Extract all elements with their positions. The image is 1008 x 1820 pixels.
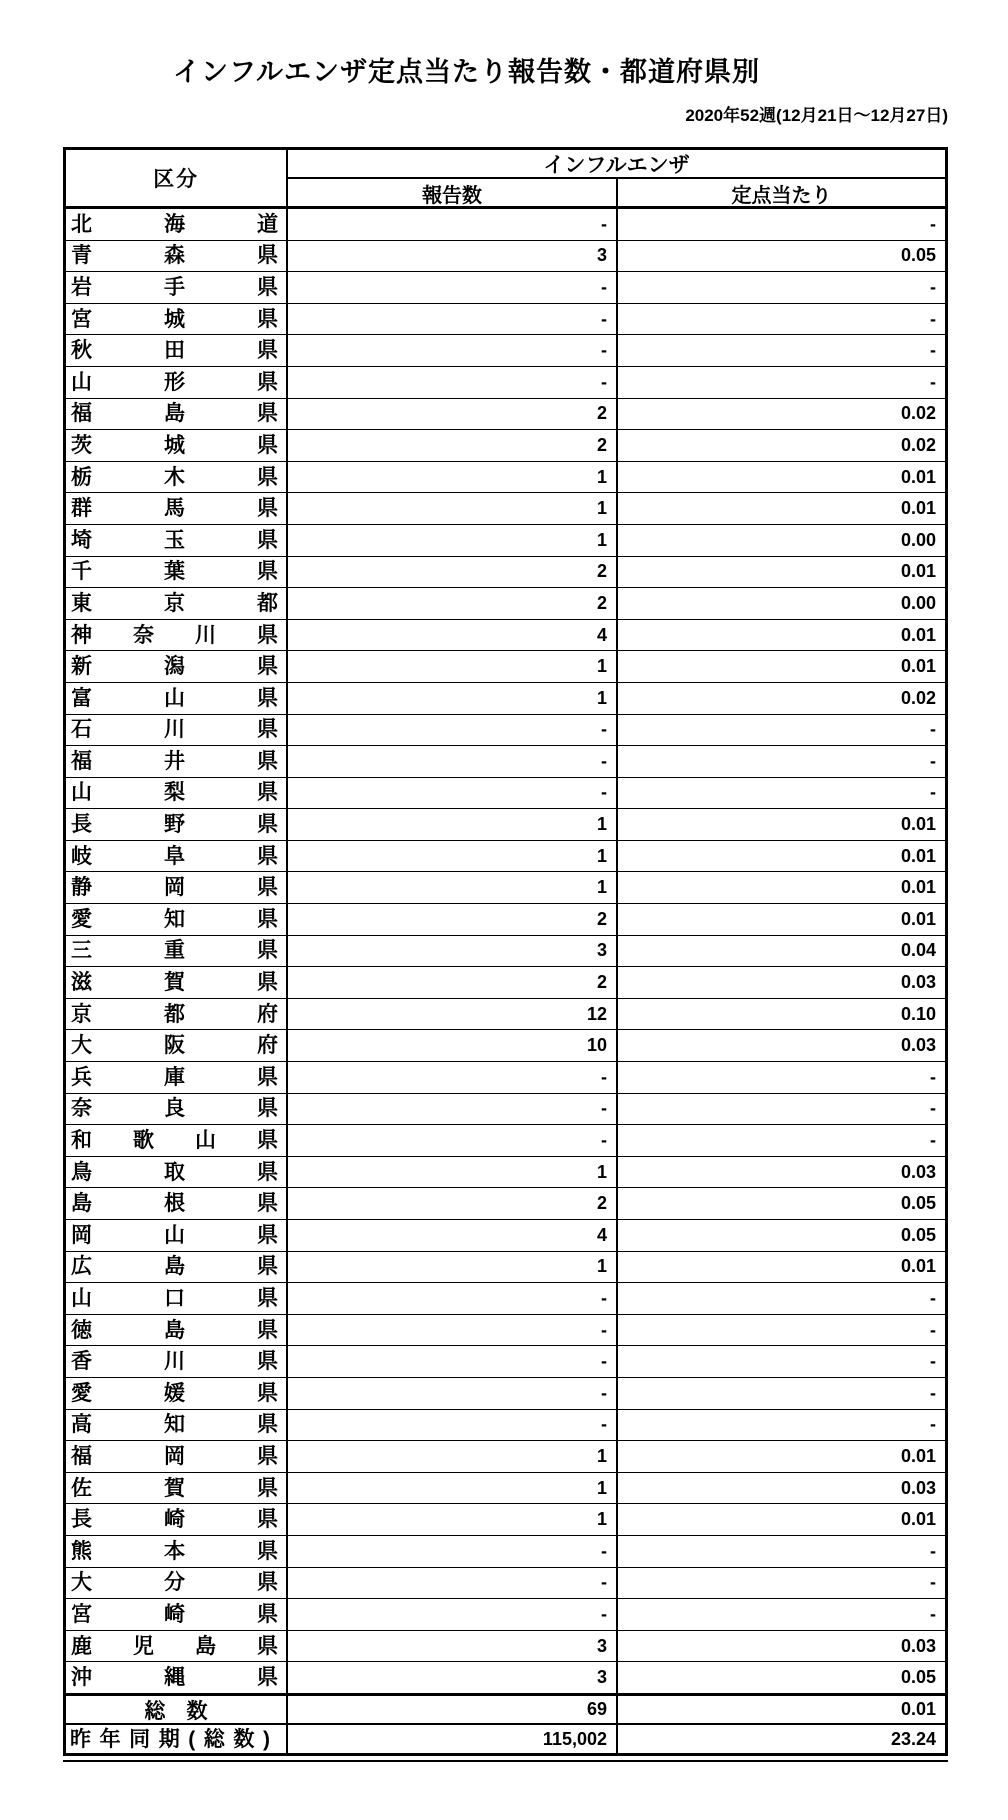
influenza-report-table xyxy=(63,147,948,1756)
reports-value: - xyxy=(288,1536,618,1567)
prefecture-name: 沖 縄 県 xyxy=(66,1662,288,1693)
per-sentinel-value: 0.01 xyxy=(900,466,936,487)
table-row xyxy=(66,366,945,398)
header-category: 区分 xyxy=(66,150,288,206)
per-sentinel-value: - xyxy=(930,340,936,361)
prefecture-name: 長 野 県 xyxy=(66,809,288,840)
per-sentinel-value: 0.05 xyxy=(900,245,936,266)
reports-value: 1 xyxy=(288,1504,618,1535)
prefecture-name: 山 口 県 xyxy=(66,1283,288,1314)
prefecture-name: 福 井 県 xyxy=(66,746,288,777)
table-row xyxy=(66,1314,945,1346)
prefecture-name: 奈 良 県 xyxy=(66,1094,288,1125)
per-sentinel-value: 0.03 xyxy=(900,1635,936,1656)
prefecture-name: 北 海 道 xyxy=(66,209,288,240)
per-sentinel-value: - xyxy=(930,1319,936,1340)
prefecture-name: 愛 媛 県 xyxy=(66,1378,288,1409)
per-sentinel-value: 0.00 xyxy=(900,529,936,550)
reports-value: - xyxy=(288,335,618,366)
table-row xyxy=(66,1409,945,1441)
reports-value: - xyxy=(288,1568,618,1599)
prefecture-name: 茨 城 県 xyxy=(66,430,288,461)
reports-value: 4 xyxy=(288,1220,618,1251)
table-row xyxy=(66,556,945,588)
table-row xyxy=(66,429,945,461)
per-sentinel-value: 0.02 xyxy=(900,687,936,708)
table-row xyxy=(66,1472,945,1504)
prefecture-name: 神 奈 川 県 xyxy=(66,620,288,651)
prefecture-name: 佐 賀 県 xyxy=(66,1473,288,1504)
date-note: 2020年52週(12月21日～12月27日) xyxy=(685,106,948,125)
per-sentinel-value: 0.01 xyxy=(900,624,936,645)
reports-value: - xyxy=(288,367,618,398)
per-sentinel-value: 0.01 xyxy=(900,908,936,929)
prefecture-name: 東 京 都 xyxy=(66,588,288,619)
table-row xyxy=(66,587,945,619)
per-sentinel-value: - xyxy=(930,1603,936,1624)
table-row xyxy=(66,714,945,746)
prefecture-name: 鹿 児 島 県 xyxy=(66,1631,288,1662)
per-sentinel-value: - xyxy=(930,213,936,234)
prefecture-name: 福 島 県 xyxy=(66,399,288,430)
reports-value: 1 xyxy=(288,872,618,903)
previous-year-reports-value: 115,002 xyxy=(288,1725,618,1753)
table-row xyxy=(66,1282,945,1314)
table-row xyxy=(66,745,945,777)
prefecture-name: 静 岡 県 xyxy=(66,872,288,903)
prefecture-name: 栃 木 県 xyxy=(66,462,288,493)
reports-value: - xyxy=(288,1125,618,1156)
reports-value: 1 xyxy=(288,462,618,493)
total-row xyxy=(66,1693,945,1723)
table-row xyxy=(66,1377,945,1409)
reports-value: 1 xyxy=(288,1441,618,1472)
table-row xyxy=(66,1567,945,1599)
table-row xyxy=(66,492,945,524)
table-row xyxy=(66,1219,945,1251)
reports-value: - xyxy=(288,1378,618,1409)
prefecture-name: 秋 田 県 xyxy=(66,335,288,366)
prefecture-name: 新 潟 県 xyxy=(66,651,288,682)
per-sentinel-value: - xyxy=(930,1382,936,1403)
reports-value: 3 xyxy=(288,1631,618,1662)
per-sentinel-value: - xyxy=(930,1572,936,1593)
table-row xyxy=(66,777,945,809)
reports-value: 1 xyxy=(288,493,618,524)
per-sentinel-value: 0.02 xyxy=(900,434,936,455)
header-subcolumns xyxy=(288,179,945,208)
prefecture-name: 千 葉 県 xyxy=(66,557,288,588)
per-sentinel-value: - xyxy=(930,1066,936,1087)
table-row xyxy=(66,209,945,240)
reports-value: 2 xyxy=(288,967,618,998)
per-sentinel-value: - xyxy=(930,1098,936,1119)
table-row xyxy=(66,903,945,935)
prefecture-name: 滋 賀 県 xyxy=(66,967,288,998)
prefecture-name: 岩 手 県 xyxy=(66,272,288,303)
table-row xyxy=(66,619,945,651)
table-row xyxy=(66,1503,945,1535)
table-row xyxy=(66,1661,945,1693)
per-sentinel-value: - xyxy=(930,1351,936,1372)
prefecture-name: 埼 玉 県 xyxy=(66,525,288,556)
reports-value: - xyxy=(288,209,618,240)
prefecture-name: 山 形 県 xyxy=(66,367,288,398)
prefecture-name: 群 馬 県 xyxy=(66,493,288,524)
header-right-group xyxy=(288,150,945,206)
total-reports-value: 69 xyxy=(288,1696,618,1723)
prefecture-name: 熊 本 県 xyxy=(66,1536,288,1567)
prefecture-name: 岡 山 県 xyxy=(66,1220,288,1251)
table-row xyxy=(66,1535,945,1567)
previous-year-per-sentinel-value: 23.24 xyxy=(890,1728,936,1749)
table-row xyxy=(66,461,945,493)
previous-year-row xyxy=(66,1723,945,1753)
prefecture-name: 広 島 県 xyxy=(66,1252,288,1283)
per-sentinel-value: - xyxy=(930,371,936,392)
per-sentinel-value: - xyxy=(930,308,936,329)
prefecture-name: 和 歌 山 県 xyxy=(66,1125,288,1156)
per-sentinel-value: - xyxy=(930,719,936,740)
prefecture-name: 長 崎 県 xyxy=(66,1504,288,1535)
table-row xyxy=(66,1440,945,1472)
table-row xyxy=(66,1061,945,1093)
table-body xyxy=(66,209,945,1693)
per-sentinel-value: 0.01 xyxy=(900,561,936,582)
prefecture-name: 香 川 県 xyxy=(66,1346,288,1377)
table-row xyxy=(66,1029,945,1061)
reports-value: - xyxy=(288,1094,618,1125)
per-sentinel-value: 0.03 xyxy=(900,1161,936,1182)
prefecture-name: 山 梨 県 xyxy=(66,778,288,809)
reports-value: - xyxy=(288,304,618,335)
reports-value: - xyxy=(288,715,618,746)
table-row xyxy=(66,1093,945,1125)
prefecture-name: 高 知 県 xyxy=(66,1410,288,1441)
reports-value: 2 xyxy=(288,588,618,619)
reports-value: 1 xyxy=(288,809,618,840)
table-row xyxy=(66,1124,945,1156)
reports-value: - xyxy=(288,1283,618,1314)
table-row xyxy=(66,682,945,714)
per-sentinel-value: - xyxy=(930,1130,936,1151)
prefecture-name: 徳 島 県 xyxy=(66,1315,288,1346)
per-sentinel-value: - xyxy=(930,782,936,803)
reports-value: 1 xyxy=(288,841,618,872)
prefecture-name: 福 岡 県 xyxy=(66,1441,288,1472)
total-label: 総 数 xyxy=(66,1696,288,1723)
reports-value: - xyxy=(288,272,618,303)
reports-value: 10 xyxy=(288,1030,618,1061)
table-row xyxy=(66,271,945,303)
reports-value: - xyxy=(288,1346,618,1377)
prefecture-name: 京 都 府 xyxy=(66,999,288,1030)
table-row xyxy=(66,998,945,1030)
table-row xyxy=(66,303,945,335)
table-row xyxy=(66,966,945,998)
reports-value: 2 xyxy=(288,904,618,935)
reports-value: 2 xyxy=(288,430,618,461)
reports-value: 3 xyxy=(288,936,618,967)
reports-value: - xyxy=(288,746,618,777)
table-header xyxy=(66,150,945,209)
prefecture-name: 富 山 県 xyxy=(66,683,288,714)
reports-value: 1 xyxy=(288,525,618,556)
table-row xyxy=(66,1156,945,1188)
reports-value: 4 xyxy=(288,620,618,651)
header-reports: 報告数 xyxy=(288,179,618,208)
per-sentinel-value: 0.03 xyxy=(900,972,936,993)
reports-value: - xyxy=(288,1599,618,1630)
per-sentinel-value: 0.01 xyxy=(900,1256,936,1277)
per-sentinel-value: 0.01 xyxy=(900,877,936,898)
table-row xyxy=(66,334,945,366)
per-sentinel-value: - xyxy=(930,1287,936,1308)
reports-value: 1 xyxy=(288,683,618,714)
table-row xyxy=(66,1251,945,1283)
reports-value: 1 xyxy=(288,651,618,682)
header-per-sentinel: 定点当たり xyxy=(731,185,832,207)
prefecture-name: 大 分 県 xyxy=(66,1568,288,1599)
per-sentinel-value: 0.03 xyxy=(900,1477,936,1498)
reports-value: 1 xyxy=(288,1473,618,1504)
per-sentinel-value: 0.02 xyxy=(900,403,936,424)
table-row xyxy=(66,871,945,903)
total-per-sentinel-value: 0.01 xyxy=(900,1699,936,1719)
reports-value: - xyxy=(288,1315,618,1346)
reports-value: - xyxy=(288,1410,618,1441)
per-sentinel-value: 0.04 xyxy=(900,940,936,961)
prefecture-name: 宮 崎 県 xyxy=(66,1599,288,1630)
reports-value: 2 xyxy=(288,399,618,430)
per-sentinel-value: 0.05 xyxy=(900,1193,936,1214)
table-row xyxy=(66,1187,945,1219)
per-sentinel-value: 0.05 xyxy=(900,1667,936,1688)
reports-value: 2 xyxy=(288,1188,618,1219)
per-sentinel-value: 0.01 xyxy=(900,498,936,519)
per-sentinel-value: - xyxy=(930,1540,936,1561)
table-row xyxy=(66,1598,945,1630)
table-bottom-double-line xyxy=(63,1760,948,1762)
prefecture-name: 青 森 県 xyxy=(66,241,288,272)
prefecture-name: 三 重 県 xyxy=(66,936,288,967)
header-disease-group: インフルエンザ xyxy=(288,150,945,179)
table-row xyxy=(66,524,945,556)
table-row xyxy=(66,240,945,272)
per-sentinel-value: - xyxy=(930,750,936,771)
reports-value: 3 xyxy=(288,241,618,272)
prefecture-name: 愛 知 県 xyxy=(66,904,288,935)
per-sentinel-value: - xyxy=(930,1414,936,1435)
table-row xyxy=(66,1345,945,1377)
table-row xyxy=(66,935,945,967)
reports-value: - xyxy=(288,1062,618,1093)
per-sentinel-value: 0.01 xyxy=(900,1445,936,1466)
per-sentinel-value: 0.10 xyxy=(900,1003,936,1024)
reports-value: 2 xyxy=(288,557,618,588)
table-row xyxy=(66,808,945,840)
prefecture-name: 鳥 取 県 xyxy=(66,1157,288,1188)
per-sentinel-value: 0.00 xyxy=(900,592,936,613)
table-row xyxy=(66,1630,945,1662)
per-sentinel-value: 0.01 xyxy=(900,1509,936,1530)
reports-value: - xyxy=(288,778,618,809)
per-sentinel-value: 0.01 xyxy=(900,656,936,677)
prefecture-name: 兵 庫 県 xyxy=(66,1062,288,1093)
prefecture-name: 大 阪 府 xyxy=(66,1030,288,1061)
reports-value: 1 xyxy=(288,1157,618,1188)
table-row xyxy=(66,650,945,682)
per-sentinel-value: 0.01 xyxy=(900,845,936,866)
prefecture-name: 島 根 県 xyxy=(66,1188,288,1219)
reports-value: 1 xyxy=(288,1252,618,1283)
previous-year-label: 昨 年 同 期 ( 総 数 ) xyxy=(66,1725,288,1753)
per-sentinel-value: 0.03 xyxy=(900,1035,936,1056)
table-row xyxy=(66,398,945,430)
reports-value: 3 xyxy=(288,1662,618,1693)
per-sentinel-value: - xyxy=(930,276,936,297)
page-title: インフルエンザ定点当たり報告数・都道府県別 xyxy=(173,57,760,87)
table-row xyxy=(66,840,945,872)
prefecture-name: 宮 城 県 xyxy=(66,304,288,335)
prefecture-name: 岐 阜 県 xyxy=(66,841,288,872)
prefecture-name: 石 川 県 xyxy=(66,715,288,746)
per-sentinel-value: 0.01 xyxy=(900,814,936,835)
reports-value: 12 xyxy=(288,999,618,1030)
per-sentinel-value: 0.05 xyxy=(900,1224,936,1245)
